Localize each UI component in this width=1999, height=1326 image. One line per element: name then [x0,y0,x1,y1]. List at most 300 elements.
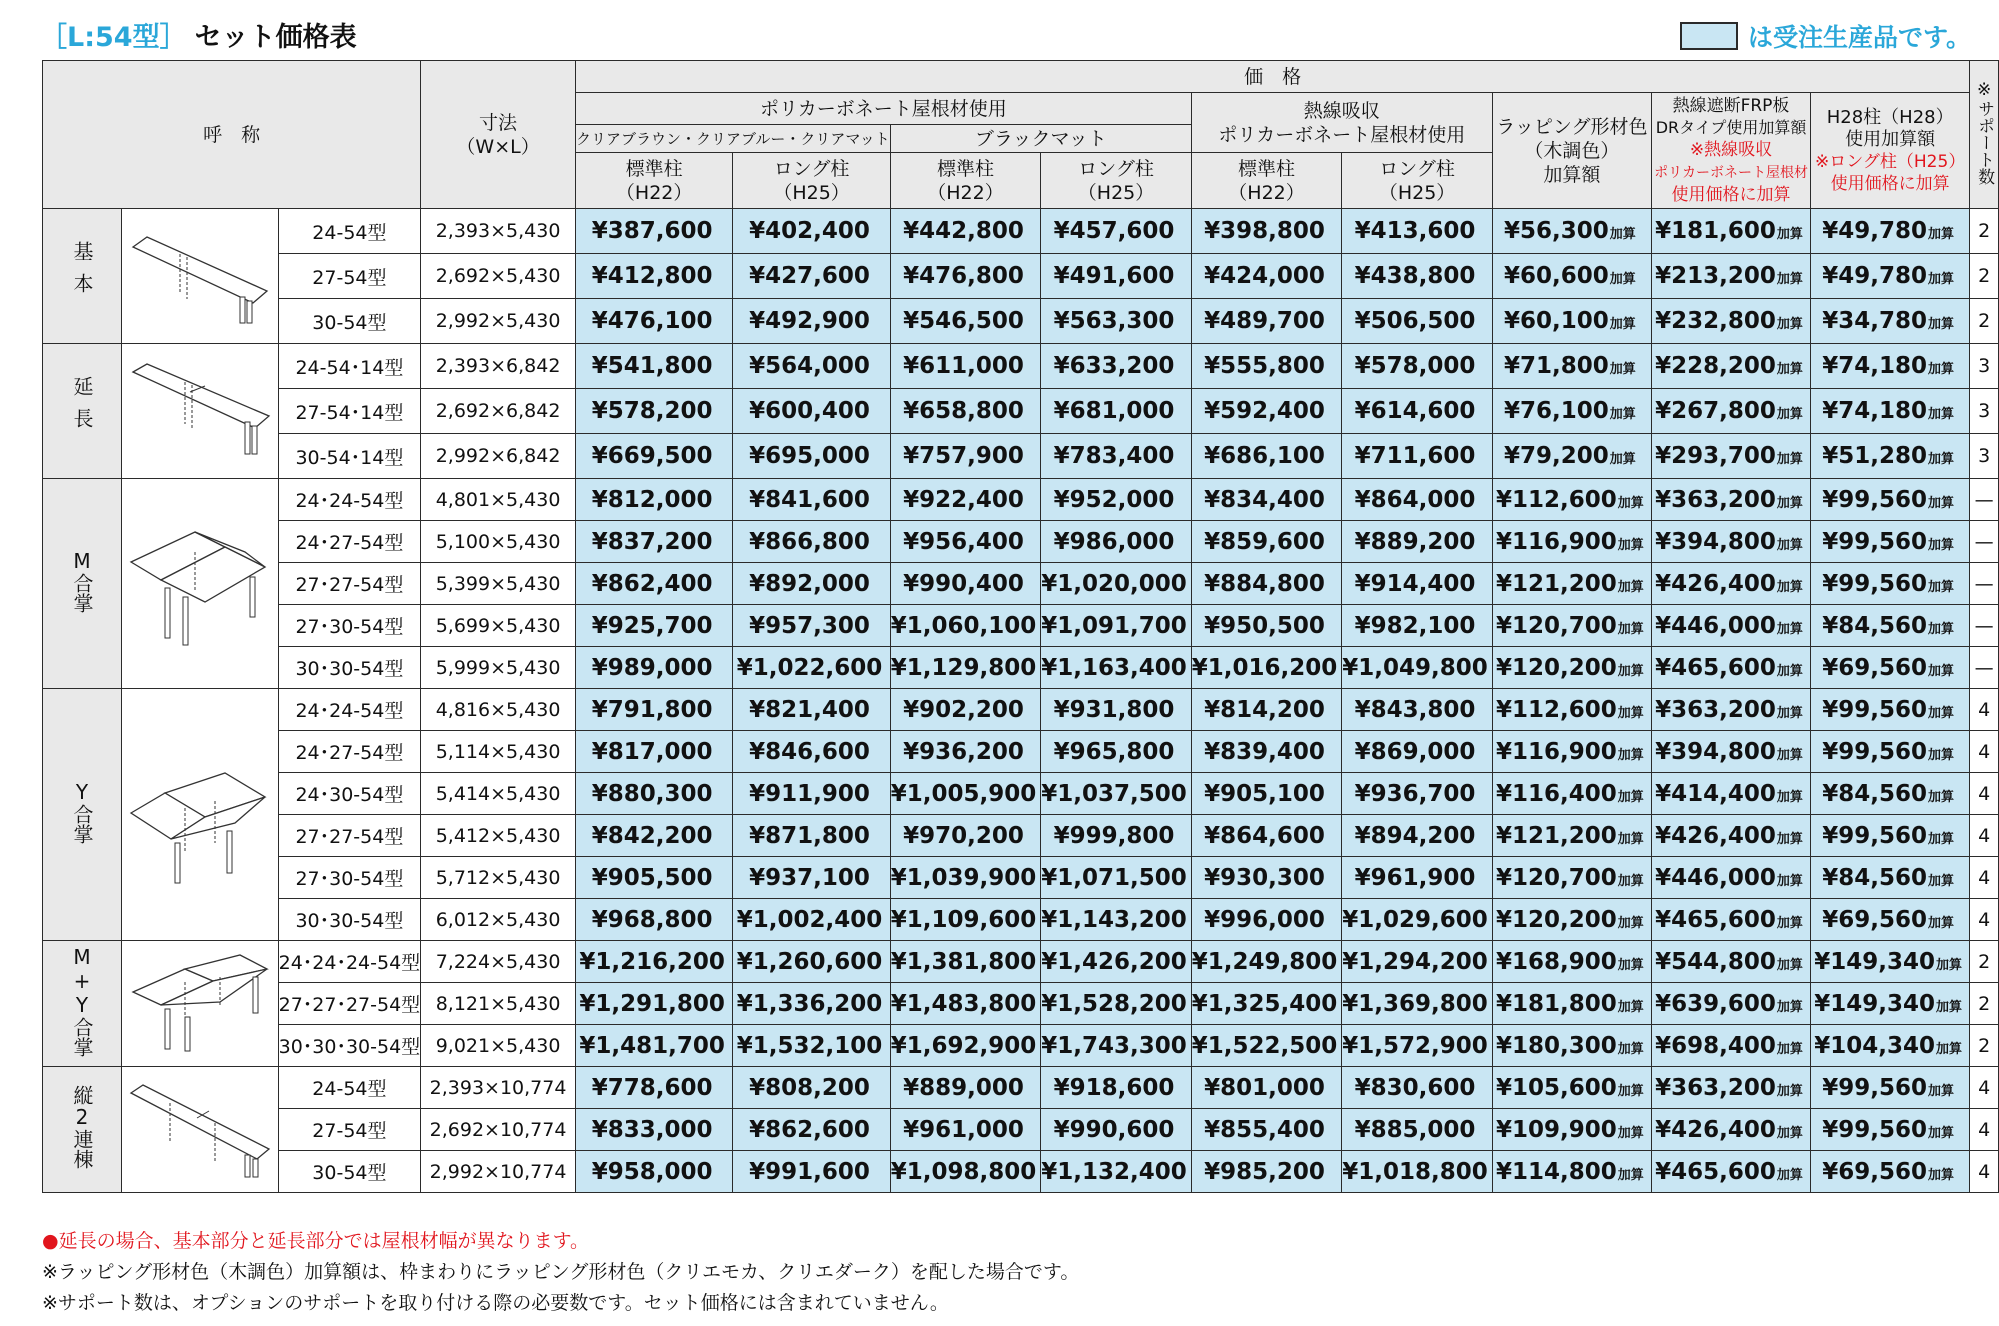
dimension: 5,114×5,430 [421,731,576,773]
model-name: 30･30･30-54型 [278,1025,421,1067]
header-black-long [1041,153,1192,209]
add-suffix: 加算 [1936,1041,1963,1057]
support-count: 4 [1970,1109,1999,1151]
add-suffix: 加算 [1928,407,1955,422]
price-cell: ¥1,743,300 [1041,1025,1192,1067]
add-suffix: 加算 [1776,1083,1803,1099]
add-suffix: 加算 [1928,831,1955,847]
add-suffix: 加算 [1928,663,1955,679]
header-heat-l1: 熱線吸収 [1303,99,1380,122]
price-cell: ¥614,600 [1342,389,1493,434]
add-price-cell-wrap [1492,941,1651,983]
header-wrap-l2: （木調色） [1524,139,1620,162]
add-price-cell-frp [1651,344,1810,389]
group-label [43,689,122,941]
add-suffix: 加算 [1776,957,1803,973]
price-cell: ¥862,400 [575,563,732,605]
header-dimension [421,61,576,209]
table-row [43,731,1999,773]
add-suffix: 加算 [1928,747,1955,763]
price-cell: ¥1,039,900 [890,857,1041,899]
note-1: ●延長の場合、基本部分と延長部分では屋根材幅が異なります。 [42,1230,590,1252]
price-cell: ¥546,500 [890,299,1041,344]
model-name: 27･30-54型 [278,857,421,899]
price-cell: ¥541,800 [575,344,732,389]
add-price-value: ¥99,560 [1822,1116,1928,1143]
table-row [43,857,1999,899]
add-price-value: ¥49,780 [1822,218,1928,244]
table-row [43,647,1999,689]
add-price-cell-h28 [1811,1151,1970,1193]
header-h28 [1811,93,1970,209]
add-price-cell-wrap [1492,389,1651,434]
price-cell: ¥905,100 [1191,773,1342,815]
note-2: ※ラッピング形材色（木調色）加算額は、枠まわりにラッピング形材色（クリエモカ、クリエダーク）を配した場合です。 [42,1261,1080,1283]
price-cell: ¥871,800 [733,815,890,857]
support-count: 4 [1970,1151,1999,1193]
add-suffix: 加算 [1928,705,1955,721]
add-price-cell-h28 [1811,563,1970,605]
hdr-std-l2: （H22） [1228,181,1305,204]
price-cell: ¥855,400 [1191,1109,1342,1151]
header-support [1970,61,1999,209]
header-wrap-l1: ラッピング形材色 [1496,115,1648,138]
price-cell: ¥985,200 [1191,1151,1342,1193]
add-price-value: ¥71,800 [1503,353,1609,379]
add-price-value: ¥99,560 [1822,570,1928,597]
add-suffix: 加算 [1776,407,1803,422]
header-clear: クリアブラウン・クリアブルー・クリアマット [575,125,890,153]
price-cell: ¥791,800 [575,689,732,731]
add-suffix: 加算 [1928,227,1955,242]
add-suffix: 加算 [1776,831,1803,847]
add-price-value: ¥99,560 [1822,486,1928,513]
add-price-value: ¥267,800 [1655,398,1776,424]
add-price-cell-frp [1651,647,1810,689]
header-heat-std [1191,153,1342,209]
add-price-value: ¥394,800 [1655,528,1776,555]
add-suffix: 加算 [1776,915,1803,931]
header-support-text: ※サポート数 [1974,80,1995,185]
add-price-cell-h28 [1811,857,1970,899]
note-3: ※サポート数は、オプションのサポートを取り付ける際の必要数です。セット価格には含まれていません。 [42,1292,949,1314]
price-cell: ¥936,200 [890,731,1041,773]
add-suffix: 加算 [1617,621,1644,637]
header-frp-l3: ※熱線吸収 [1689,140,1773,160]
price-cell: ¥686,100 [1191,434,1342,479]
add-suffix: 加算 [1776,789,1803,805]
table-row [43,689,1999,731]
support-count: — [1970,479,1999,521]
price-cell: ¥555,800 [1191,344,1342,389]
price-cell: ¥592,400 [1191,389,1342,434]
table-row [43,389,1999,434]
add-price-cell-frp [1651,254,1810,299]
price-cell: ¥922,400 [890,479,1041,521]
model-name: 27･27･27-54型 [278,983,421,1025]
price-cell: ¥894,200 [1342,815,1493,857]
add-price-cell-frp [1651,941,1810,983]
add-price-value: ¥99,560 [1822,822,1928,849]
price-cell: ¥413,600 [1342,209,1493,254]
add-suffix: 加算 [1776,1125,1803,1141]
price-cell: ¥1,049,800 [1342,647,1493,689]
price-cell: ¥996,000 [1191,899,1342,941]
add-price-cell-wrap [1492,1151,1651,1193]
price-cell: ¥778,600 [575,1067,732,1109]
add-suffix: 加算 [1776,272,1803,287]
add-suffix: 加算 [1928,1167,1955,1183]
dimension: 2,992×10,774 [421,1151,576,1193]
dimension: 5,712×5,430 [421,857,576,899]
price-cell: ¥930,300 [1191,857,1342,899]
table-row [43,254,1999,299]
add-price-value: ¥79,200 [1503,443,1609,469]
price-cell: ¥918,600 [1041,1067,1192,1109]
add-price-cell-wrap [1492,899,1651,941]
add-price-value: ¥363,200 [1655,1074,1776,1101]
price-cell: ¥1,098,800 [890,1151,1041,1193]
support-count: 4 [1970,815,1999,857]
price-cell: ¥711,600 [1342,434,1493,479]
support-count: — [1970,647,1999,689]
header-wrap-l3: 加算額 [1543,163,1601,186]
header-heat-long [1342,153,1493,209]
model-name: 24-54型 [278,209,421,254]
add-price-value: ¥293,700 [1655,443,1776,469]
add-price-cell-wrap [1492,605,1651,647]
price-cell: ¥989,000 [575,647,732,689]
price-cell: ¥633,200 [1041,344,1192,389]
price-cell: ¥889,000 [890,1067,1041,1109]
add-suffix: 加算 [1617,1125,1644,1141]
price-cell: ¥476,800 [890,254,1041,299]
price-cell: ¥862,600 [733,1109,890,1151]
add-price-value: ¥426,400 [1655,822,1776,849]
add-price-cell-frp [1651,857,1810,899]
support-count: — [1970,521,1999,563]
add-price-cell-h28 [1811,344,1970,389]
price-cell: ¥1,483,800 [890,983,1041,1025]
support-count: 3 [1970,389,1999,434]
dimension: 4,816×5,430 [421,689,576,731]
price-cell: ¥412,800 [575,254,732,299]
table-row [43,299,1999,344]
add-suffix: 加算 [1936,957,1963,973]
add-price-value: ¥74,180 [1822,398,1928,424]
add-suffix: 加算 [1776,227,1803,242]
price-cell: ¥911,900 [733,773,890,815]
add-price-cell-frp [1651,1109,1810,1151]
price-cell: ¥1,071,500 [1041,857,1192,899]
price-cell: ¥884,800 [1191,563,1342,605]
table-row [43,899,1999,941]
add-price-cell-wrap [1492,299,1651,344]
add-price-value: ¥99,560 [1822,1074,1928,1101]
group-label [43,344,122,479]
add-price-value: ¥60,600 [1503,263,1609,289]
price-cell: ¥864,600 [1191,815,1342,857]
add-suffix: 加算 [1776,873,1803,889]
table-row [43,941,1999,983]
price-cell: ¥563,300 [1041,299,1192,344]
price-cell: ¥950,500 [1191,605,1342,647]
add-price-value: ¥116,400 [1495,780,1617,807]
add-price-value: ¥109,900 [1495,1116,1617,1143]
add-price-value: ¥426,400 [1655,1116,1776,1143]
add-price-value: ¥74,180 [1822,353,1928,379]
add-price-cell-frp [1651,389,1810,434]
group-label [43,941,122,1067]
add-price-cell-wrap [1492,983,1651,1025]
price-cell: ¥999,800 [1041,815,1192,857]
add-suffix: 加算 [1776,621,1803,637]
dimension: 8,121×5,430 [421,983,576,1025]
model-name: 24-54型 [278,1067,421,1109]
price-cell: ¥1,022,600 [733,647,890,689]
support-count: 2 [1970,209,1999,254]
add-price-cell-h28 [1811,605,1970,647]
price-table-body [43,209,1999,1193]
price-cell: ¥1,020,000 [1041,563,1192,605]
add-suffix: 加算 [1617,873,1644,889]
add-price-cell-h28 [1811,731,1970,773]
header-poly: ポリカーボネート屋根材使用 [575,93,1191,125]
price-cell: ¥1,018,800 [1342,1151,1493,1193]
dimension: 6,012×5,430 [421,899,576,941]
add-price-cell-wrap [1492,647,1651,689]
add-suffix: 加算 [1617,705,1644,721]
support-count: 2 [1970,983,1999,1025]
hdr-long-l1: ロング柱 [1379,157,1455,180]
model-name: 24-54･14型 [278,344,421,389]
add-price-value: ¥60,100 [1503,308,1609,334]
add-suffix: 加算 [1776,705,1803,721]
add-price-value: ¥99,560 [1822,528,1928,555]
price-cell: ¥914,400 [1342,563,1493,605]
legend [1680,18,1971,54]
add-price-value: ¥394,800 [1655,738,1776,765]
add-price-value: ¥181,800 [1495,990,1617,1017]
add-price-cell-wrap [1492,209,1651,254]
price-cell: ¥695,000 [733,434,890,479]
add-price-value: ¥116,900 [1495,738,1617,765]
add-suffix: 加算 [1617,789,1644,805]
price-cell: ¥457,600 [1041,209,1192,254]
add-price-value: ¥84,560 [1822,864,1928,891]
dimension: 2,393×10,774 [421,1067,576,1109]
price-cell: ¥757,900 [890,434,1041,479]
price-cell: ¥905,500 [575,857,732,899]
title-text: セット価格表 [194,21,357,53]
add-price-value: ¥56,300 [1503,218,1609,244]
add-price-value: ¥34,780 [1822,308,1928,334]
add-price-value: ¥544,800 [1655,948,1776,975]
add-price-value: ¥112,600 [1495,696,1617,723]
price-cell: ¥658,800 [890,389,1041,434]
add-suffix: 加算 [1617,579,1644,595]
model-name: 24･27-54型 [278,731,421,773]
price-cell: ¥925,700 [575,605,732,647]
price-cell: ¥830,600 [1342,1067,1493,1109]
price-cell: ¥1,692,900 [890,1025,1041,1067]
price-table [42,60,1999,1193]
support-count: 4 [1970,857,1999,899]
header-clear-long [733,153,890,209]
table-row [43,815,1999,857]
header-price: 価 格 [575,61,1969,93]
price-cell: ¥970,200 [890,815,1041,857]
add-price-cell-wrap [1492,773,1651,815]
add-suffix: 加算 [1609,227,1636,242]
add-suffix: 加算 [1928,452,1955,467]
header-heat [1191,93,1492,153]
add-price-value: ¥120,200 [1495,654,1617,681]
model-name: 27-54型 [278,1109,421,1151]
header-black: ブラックマット [890,125,1191,153]
add-price-cell-frp [1651,479,1810,521]
support-count: 4 [1970,773,1999,815]
price-cell: ¥1,143,200 [1041,899,1192,941]
support-count: 2 [1970,254,1999,299]
price-cell: ¥957,300 [733,605,890,647]
price-cell: ¥1,381,800 [890,941,1041,983]
model-name: 27･27-54型 [278,563,421,605]
dimension: 2,992×6,842 [421,434,576,479]
table-row [43,344,1999,389]
price-cell: ¥578,200 [575,389,732,434]
legend-text: は受注生産品です。 [1748,23,1972,52]
add-price-cell-frp [1651,773,1810,815]
price-cell: ¥958,000 [575,1151,732,1193]
price-cell: ¥990,600 [1041,1109,1192,1151]
price-cell: ¥1,132,400 [1041,1151,1192,1193]
table-row [43,209,1999,254]
price-cell: ¥1,163,400 [1041,647,1192,689]
model-name: 24･24･24-54型 [278,941,421,983]
price-cell: ¥1,426,200 [1041,941,1192,983]
price-cell: ¥398,800 [1191,209,1342,254]
model-name: 30-54･14型 [278,434,421,479]
add-price-value: ¥121,200 [1495,822,1617,849]
add-price-value: ¥149,340 [1814,990,1936,1017]
price-cell: ¥812,000 [575,479,732,521]
dimension: 7,224×5,430 [421,941,576,983]
price-cell: ¥889,200 [1342,521,1493,563]
price-cell: ¥892,000 [733,563,890,605]
add-price-value: ¥363,200 [1655,486,1776,513]
price-cell: ¥1,369,800 [1342,983,1493,1025]
add-price-cell-wrap [1492,731,1651,773]
price-cell: ¥1,528,200 [1041,983,1192,1025]
price-cell: ¥866,800 [733,521,890,563]
add-price-cell-wrap [1492,1109,1651,1151]
add-price-cell-frp [1651,299,1810,344]
price-cell: ¥961,900 [1342,857,1493,899]
table-row [43,605,1999,647]
add-suffix: 加算 [1617,1167,1644,1183]
add-price-cell-h28 [1811,479,1970,521]
add-price-cell-h28 [1811,254,1970,299]
add-price-value: ¥104,340 [1814,1032,1936,1059]
add-price-cell-h28 [1811,299,1970,344]
header-wrap [1492,93,1651,209]
add-price-cell-frp [1651,563,1810,605]
add-price-cell-frp [1651,983,1810,1025]
add-price-value: ¥76,100 [1503,398,1609,424]
price-cell: ¥990,400 [890,563,1041,605]
add-price-cell-h28 [1811,434,1970,479]
price-cell: ¥1,005,900 [890,773,1041,815]
price-cell: ¥880,300 [575,773,732,815]
add-price-cell-wrap [1492,434,1651,479]
header-dim-label: 寸法 [479,111,518,134]
table-row [43,479,1999,521]
price-cell: ¥1,336,200 [733,983,890,1025]
add-price-value: ¥120,700 [1495,864,1617,891]
add-price-value: ¥112,600 [1495,486,1617,513]
price-cell: ¥814,200 [1191,689,1342,731]
price-cell: ¥1,260,600 [733,941,890,983]
dimension: 2,393×5,430 [421,209,576,254]
add-price-cell-frp [1651,731,1810,773]
add-price-cell-wrap [1492,689,1651,731]
add-suffix: 加算 [1609,407,1636,422]
price-cell: ¥961,000 [890,1109,1041,1151]
price-cell: ¥931,800 [1041,689,1192,731]
add-price-cell-frp [1651,1025,1810,1067]
add-price-cell-frp [1651,209,1810,254]
add-price-value: ¥84,560 [1822,780,1928,807]
add-price-cell-frp [1651,899,1810,941]
hdr-std-l1: 標準柱 [937,157,995,180]
price-cell: ¥846,600 [733,731,890,773]
dimension: 5,699×5,430 [421,605,576,647]
add-price-value: ¥99,560 [1822,738,1928,765]
add-suffix: 加算 [1617,999,1644,1015]
table-row [43,1109,1999,1151]
dimension: 2,692×5,430 [421,254,576,299]
add-price-cell-wrap [1492,563,1651,605]
add-suffix: 加算 [1609,452,1636,467]
price-cell: ¥476,100 [575,299,732,344]
table-row [43,563,1999,605]
support-count: 4 [1970,731,1999,773]
hdr-std-l1: 標準柱 [1238,157,1296,180]
price-cell: ¥402,400 [733,209,890,254]
support-count: 2 [1970,941,1999,983]
add-suffix: 加算 [1776,663,1803,679]
price-cell: ¥991,600 [733,1151,890,1193]
add-price-value: ¥99,560 [1822,696,1928,723]
hdr-long-l2: （H25） [1378,181,1456,204]
add-suffix: 加算 [1928,272,1955,287]
add-price-value: ¥69,560 [1822,1158,1928,1185]
price-cell: ¥936,700 [1342,773,1493,815]
price-cell: ¥842,200 [575,815,732,857]
add-price-cell-wrap [1492,1025,1651,1067]
add-price-cell-frp [1651,605,1810,647]
add-price-value: ¥465,600 [1655,906,1776,933]
dimension: 2,692×10,774 [421,1109,576,1151]
add-price-cell-h28 [1811,941,1970,983]
add-price-cell-h28 [1811,1067,1970,1109]
add-price-value: ¥114,800 [1495,1158,1617,1185]
header-h28-l1: H28柱（H28） [1826,106,1954,128]
add-price-cell-wrap [1492,521,1651,563]
group-label-text: 基本 [70,241,94,305]
dimension: 4,801×5,430 [421,479,576,521]
